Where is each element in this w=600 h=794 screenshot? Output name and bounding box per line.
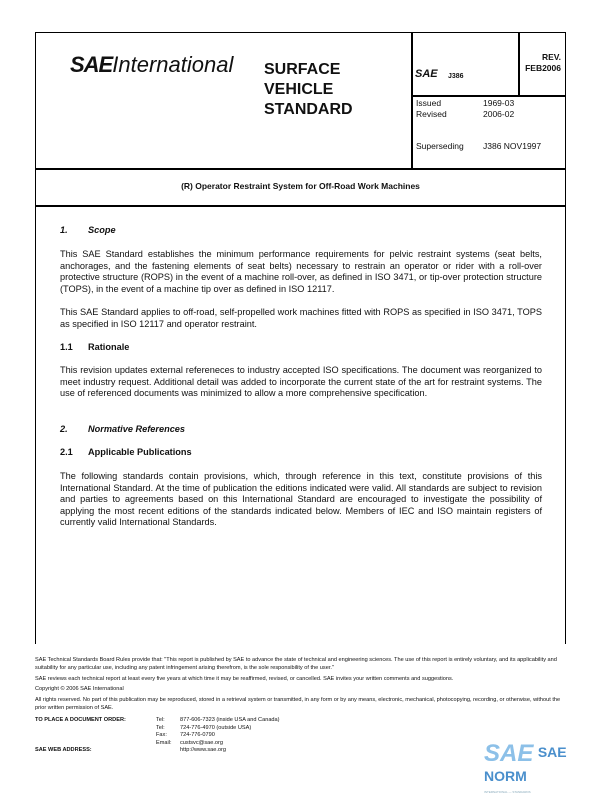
- scope-paragraph: This SAE Standard establishes the minimum performance requirements for pelvic restraint systems (seat belts, anchorages, and the fastening elements of seat belts) necessary to restrain an operator or rider with a roll-over protective structure (ROPS) in the event of a machine roll-over, as defined in ISO 3471, or tip-over protection structure (TOPS), in the event of a machine tip over as defined in ISO 12117.: [60, 249, 542, 294]
- superseding: [416, 141, 541, 151]
- divider: [35, 205, 566, 207]
- footer-review: SAE reviews each technical report at least every five years at which time it may be reaffirmed, revised, or cancelled. SAE invites your written comments and suggestions.: [35, 676, 454, 682]
- revised-label: Revised: [416, 109, 447, 119]
- section-1-heading: 1. Scope: [60, 225, 116, 235]
- footer-rights: All rights reserved. No part of this publication may be reproduced, stored in a retrieval system or transmitted, in any form or by any means, electronic, mechanical, photocopying, recording, or otherwise, without the prior written permission of SAE.: [35, 697, 561, 711]
- divider: [35, 168, 566, 170]
- section-2-1-heading: 2.1 Applicable Publications: [60, 447, 192, 457]
- watermark-logo: SAE SAE NORM INTERNATIONAL — STANDARDS: [484, 740, 567, 794]
- contacts: Tel: 877-606-7323 (inside USA and Canada) Tel: 724-776-4970 (outside USA) Fax: 724-776-0790 Email: custsvc@sae.org http://www.sae.org: [156, 717, 280, 754]
- divider: [411, 32, 413, 169]
- document-title: (R) Operator Restraint System for Off-Road Work Machines: [181, 181, 420, 191]
- standard-type-line: VEHICLE: [264, 81, 334, 98]
- publications-paragraph: The following standards contain provisions, which, through reference in this text, constitute provisions of this International Standard. At the time of publication the editions indicated were valid. All standards are subject to revision and parties to agreements based on this International Standard are encouraged to investigate the possibility of applying the most recent editions of the standards indicated below. Members of IEC and ISO maintain registers of currently valid International Standards.: [60, 471, 542, 528]
- document-frame: [35, 32, 566, 644]
- issued-date: 1969-03: [483, 98, 515, 108]
- standard-type-line: SURFACE: [264, 61, 341, 78]
- doc-number: J386: [448, 73, 464, 80]
- revised-date: 2006-02: [483, 109, 515, 119]
- standard-type: [264, 60, 353, 120]
- small-sae-logo: SAE: [415, 68, 438, 80]
- sae-logo: SAEInternational: [70, 52, 234, 77]
- divider: [411, 95, 566, 97]
- issued-label: Issued: [416, 98, 442, 108]
- web-link[interactable]: http://www.sae.org: [180, 747, 227, 754]
- superseding-value: J386 NOV1997: [483, 141, 542, 151]
- rev-date: FEB2006: [525, 63, 561, 73]
- rev-label: REV.: [541, 52, 561, 62]
- section-2-heading: 2. Normative References: [60, 424, 186, 434]
- issue-info: [416, 98, 514, 120]
- revision: [520, 52, 566, 74]
- order-label: TO PLACE A DOCUMENT ORDER:: [35, 717, 126, 723]
- web-label: SAE WEB ADDRESS:: [35, 747, 92, 753]
- footer-rules: SAE Technical Standards Board Rules provide that: "This report is published by SAE to advance the state of technical and engineering sciences. The use of this report is entirely voluntary, and its applicability and suitability for any particular use, including any patent infringement arising therefrom, is the sole responsibility of the user.": [35, 657, 557, 671]
- footer-copyright: Copyright © 2006 SAE International: [35, 686, 124, 692]
- section-1-1-heading: 1.1 Rationale: [60, 342, 130, 352]
- superseding-label: Superseding: [416, 141, 464, 151]
- scope-paragraph: This SAE Standard applies to off-road, self-propelled work machines fitted with ROPS as specified in ISO 3471, TOPS as specified in ISO 12117 and operator restraint.: [60, 307, 542, 329]
- rationale-paragraph: This revision updates external refereneces to industry accepted ISO specifications. The document was reorganized to meet industry request. Additional detail was added to incorporate the current state of the art for restraint systems. The use of referenced documents was minimized to allow a more comprehensive specification.: [60, 365, 542, 399]
- standard-type-line: STANDARD: [264, 101, 353, 118]
